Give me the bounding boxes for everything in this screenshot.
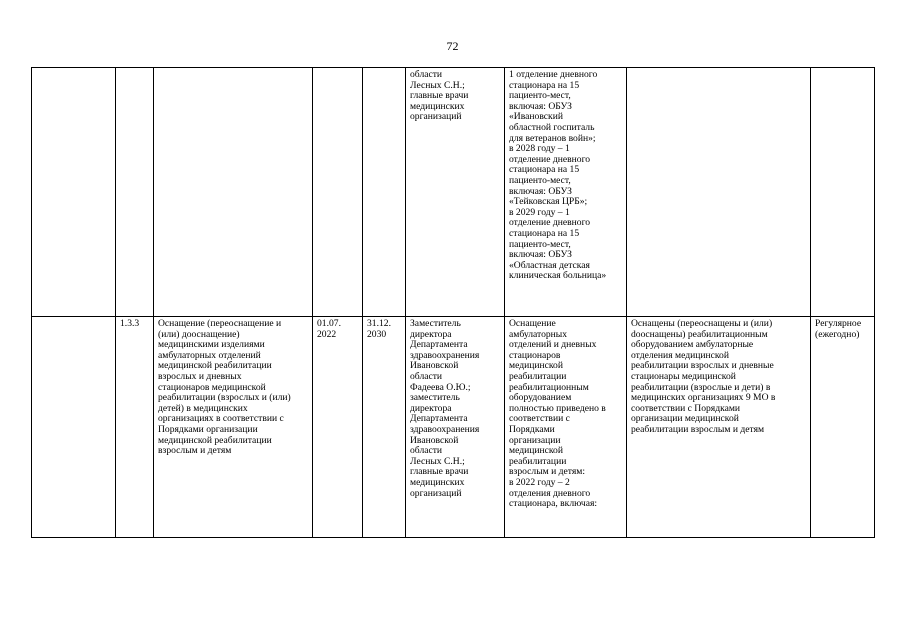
cell-start-date [313, 68, 363, 317]
cell-responsible: области Лесных С.Н.; главные врачи медицинских организаций [406, 68, 505, 317]
cell-result [627, 68, 811, 317]
cell-number: 1.3.3 [116, 317, 154, 538]
cell-content: 1 отделение дневного стационара на 15 пациенто-мест, включая: ОБУЗ «Ивановский областной госпиталь для ветеранов войн»; в 2028 году – 1 отделение дневного стационара на 15 пациенто-мест, включая: ОБУЗ «Тейковская ЦРБ»; в 2029 году – 1 отделение дневного стационара на 15 пациенто-мест, включая: ОБУЗ «Областная детская клиническая больница» [505, 68, 627, 317]
cell-result: Оснащены (переоснащены и (или) dooснащены) реабилитационным оборудованием амбулаторные отделения медицинской реабилитации взрослых и дневные стационары медицинской реабилитации (взрослые и дети) в медицинских организациях 9 МО в соответствии с Порядками организации медицинской реабилитации взрослым и детям [627, 317, 811, 538]
cell-content: Оснащение амбулаторных отделений и дневных стационаров медицинской реабилитации реабилитационным оборудованием полностью приведено в соответствии с Порядками организации медицинской реабилитации взрослым и детям: в 2022 году – 2 отделения дневного стационара, включая: [505, 317, 627, 538]
table-row [32, 68, 875, 317]
blank-cell [32, 317, 116, 538]
page-number: 72 [446, 39, 459, 53]
table-row [32, 317, 875, 538]
cell-name: Оснащение (переоснащение и (или) дооснащение) медицинскими изделиями амбулаторных отделений медицинской реабилитации взрослых и дневных стационаров медицинской реабилитации (взрослых и (или) детей) в медицинских организациях в соответствии с Порядками организации медицинской реабилитации взрослым и детям [154, 317, 313, 538]
cell-name [154, 68, 313, 317]
cell-number [116, 68, 154, 317]
cell-start-date: 01.07. 2022 [313, 317, 363, 538]
cell-end-date [363, 68, 406, 317]
cell-responsible: Заместитель директора Департамента здравоохранения Ивановской области Фадеева О.Ю.; заместитель директора Департамента здравоохранения Ивановской области Лесных С.Н.; главные врачи медицинских организаций [406, 317, 505, 538]
blank-cell [32, 68, 116, 317]
cell-period [811, 68, 875, 317]
cell-end-date: 31.12. 2030 [363, 317, 406, 538]
plan-table [31, 67, 875, 538]
cell-period: Регулярное (ежегодно) [811, 317, 875, 538]
